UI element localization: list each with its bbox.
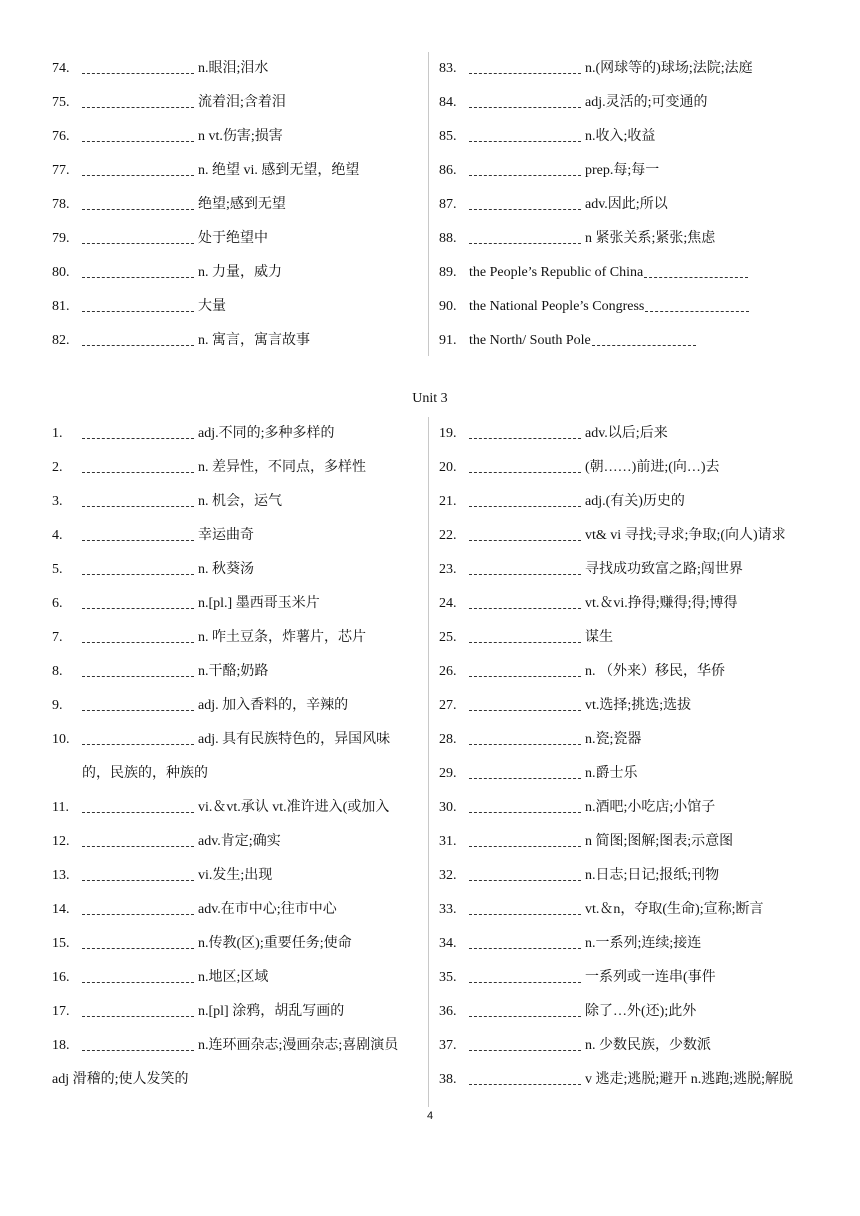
answer-blank[interactable] — [469, 1072, 581, 1085]
unit3-right-column — [439, 417, 811, 1097]
item-number: 9. — [52, 698, 63, 713]
item-number: 74. — [52, 61, 70, 76]
item-definition: adj. 加入香料的，辛辣的 — [198, 698, 349, 713]
item-number: 18. — [52, 1038, 70, 1053]
answer-blank[interactable] — [82, 698, 194, 711]
item-definition: n 简图;图解;图表;示意图 — [585, 834, 734, 849]
answer-blank[interactable] — [82, 231, 194, 244]
answer-blank[interactable] — [469, 834, 581, 847]
item-number: 35. — [439, 970, 457, 985]
item-definition: adv.以后;后来 — [585, 426, 668, 441]
page-number: 4 — [426, 1110, 434, 1122]
answer-blank[interactable] — [82, 664, 194, 677]
item-definition: vi.＆vt.承认 vt.准许进入(或加入 — [198, 800, 390, 815]
item-definition: adv.肯定;确实 — [198, 834, 281, 849]
item-definition: adj.灵活的;可变通的 — [585, 95, 708, 110]
item-number: 37. — [439, 1038, 457, 1053]
vocab-item — [439, 689, 811, 723]
item-number: 14. — [52, 902, 70, 917]
item-number: 91. — [439, 333, 457, 348]
answer-blank[interactable] — [644, 265, 748, 278]
item-number: 82. — [52, 333, 70, 348]
item-number: 31. — [439, 834, 457, 849]
item-number: 11. — [52, 800, 69, 815]
item-definition: n.[pl.] 墨西哥玉米片 — [198, 596, 320, 611]
vocab-item — [439, 655, 811, 689]
item-definition: 绝望;感到无望 — [198, 197, 286, 212]
vocab-item — [52, 154, 424, 188]
vocab-item — [439, 485, 811, 519]
item-definition: n.爵士乐 — [585, 766, 638, 781]
item-definition: vi.发生;出现 — [198, 868, 273, 883]
vocab-item — [52, 587, 424, 621]
answer-blank[interactable] — [82, 460, 194, 473]
item-definition: n.收入;收益 — [585, 129, 656, 144]
answer-blank[interactable] — [469, 664, 581, 677]
vocab-item — [52, 859, 424, 893]
answer-blank[interactable] — [469, 1004, 581, 1017]
item-definition: n.传教(区);重要任务;使命 — [198, 936, 352, 951]
item-number: 19. — [439, 426, 457, 441]
column-divider — [428, 52, 429, 356]
vocab-item — [52, 825, 424, 859]
vocab-item — [52, 519, 424, 553]
item-number: 83. — [439, 61, 457, 76]
item-definition: n. 力量，威力 — [198, 265, 282, 280]
vocab-item — [439, 1029, 811, 1063]
item-definition: 大量 — [198, 299, 226, 314]
answer-blank[interactable] — [82, 902, 194, 915]
item-definition: n.[pl] 涂鸦，胡乱写画的 — [198, 1004, 345, 1019]
answer-blank[interactable] — [469, 766, 581, 779]
vocab-item — [439, 723, 811, 757]
vocab-item — [439, 587, 811, 621]
item-definition: adj. 具有民族特色的，异国风味 — [198, 732, 391, 747]
item-definition: n.酒吧;小吃店;小馆子 — [585, 800, 716, 815]
vocab-item — [52, 417, 424, 451]
item-definition: v 逃走;逃脱;避开 n.逃跑;逃脱;解脱 — [585, 1072, 794, 1087]
answer-blank[interactable] — [82, 562, 194, 575]
item-phrase: the North/ South Pole — [469, 333, 591, 348]
item-number: 7. — [52, 630, 63, 645]
vocab-item — [52, 995, 424, 1029]
vocab-item — [52, 256, 424, 290]
item-number: 29. — [439, 766, 457, 781]
vocab-item — [52, 451, 424, 485]
vocab-item — [52, 723, 424, 791]
vocab-item — [52, 1029, 424, 1097]
answer-blank[interactable] — [82, 970, 194, 983]
item-number: 6. — [52, 596, 63, 611]
item-number: 85. — [439, 129, 457, 144]
answer-blank[interactable] — [82, 630, 194, 643]
item-definition: n.瓷;瓷器 — [585, 732, 642, 747]
answer-blank[interactable] — [469, 868, 581, 881]
item-number: 88. — [439, 231, 457, 246]
item-number: 16. — [52, 970, 70, 985]
item-definition: n.干酪;奶路 — [198, 664, 269, 679]
vocab-item — [52, 893, 424, 927]
answer-blank[interactable] — [469, 698, 581, 711]
item-number: 76. — [52, 129, 70, 144]
answer-blank[interactable] — [469, 129, 581, 142]
answer-blank[interactable] — [82, 596, 194, 609]
item-number: 30. — [439, 800, 457, 815]
item-definition: n. 绝望 vi. 感到无望，绝望 — [198, 163, 360, 178]
answer-blank[interactable] — [469, 494, 581, 507]
item-definition: adv.因此;所以 — [585, 197, 668, 212]
item-number: 10. — [52, 732, 70, 747]
vocab-item — [52, 324, 424, 358]
vocab-item — [52, 120, 424, 154]
answer-blank[interactable] — [82, 494, 194, 507]
vocab-item — [52, 961, 424, 995]
answer-blank[interactable] — [469, 197, 581, 210]
answer-blank[interactable] — [645, 299, 749, 312]
item-definition: n.眼泪;泪水 — [198, 61, 269, 76]
top-left-column — [52, 52, 424, 358]
item-definition: n. 咋土豆条，炸薯片，芯片 — [198, 630, 366, 645]
item-number: 15. — [52, 936, 70, 951]
item-number: 4. — [52, 528, 63, 543]
item-number: 80. — [52, 265, 70, 280]
item-number: 13. — [52, 868, 70, 883]
item-number: 22. — [439, 528, 457, 543]
item-definition: n.(网球等的)球场;法院;法庭 — [585, 61, 753, 76]
item-number: 84. — [439, 95, 457, 110]
item-phrase: the People’s Republic of China — [469, 265, 644, 280]
answer-blank[interactable] — [469, 630, 581, 643]
item-number: 2. — [52, 460, 63, 475]
answer-blank[interactable] — [469, 426, 581, 439]
answer-blank[interactable] — [82, 868, 194, 881]
vocab-item — [439, 154, 811, 188]
answer-blank[interactable] — [82, 197, 194, 210]
vocab-item — [439, 791, 811, 825]
vocab-item — [439, 961, 811, 995]
vocab-item — [52, 927, 424, 961]
item-definition: n. 差异性，不同点，多样性 — [198, 460, 366, 475]
answer-blank[interactable] — [82, 129, 194, 142]
item-number: 81. — [52, 299, 70, 314]
item-number: 27. — [439, 698, 457, 713]
answer-blank[interactable] — [469, 596, 581, 609]
answer-blank[interactable] — [469, 528, 581, 541]
answer-blank[interactable] — [469, 936, 581, 949]
vocab-item — [439, 417, 811, 451]
answer-blank[interactable] — [469, 231, 581, 244]
item-number: 25. — [439, 630, 457, 645]
vocab-item — [439, 825, 811, 859]
item-definition: n vt.伤害;损害 — [198, 129, 283, 144]
vocab-item — [439, 222, 811, 256]
answer-blank[interactable] — [469, 970, 581, 983]
unit-title: Unit 3 — [412, 391, 448, 406]
vocab-item — [439, 757, 811, 791]
answer-blank[interactable] — [82, 163, 194, 176]
item-definition: n. （外来）移民，华侨 — [585, 664, 725, 679]
answer-blank[interactable] — [469, 460, 581, 473]
item-number: 5. — [52, 562, 63, 577]
item-definition-continued: adj 滑稽的;使人发笑的 — [52, 1072, 189, 1087]
unit3-left-column — [52, 417, 424, 1097]
vocab-item — [439, 1063, 811, 1097]
answer-blank[interactable] — [82, 265, 194, 278]
item-definition: 寻找成功致富之路;闯世界 — [585, 562, 743, 577]
item-number: 28. — [439, 732, 457, 747]
answer-blank[interactable] — [82, 95, 194, 108]
vocab-item — [439, 52, 811, 86]
vocab-item — [439, 927, 811, 961]
item-definition: n. 机会，运气 — [198, 494, 282, 509]
item-definition: 除了…外(还);此外 — [585, 1004, 697, 1019]
vocab-item — [439, 995, 811, 1029]
answer-blank[interactable] — [469, 1038, 581, 1051]
item-number: 90. — [439, 299, 457, 314]
answer-blank[interactable] — [469, 732, 581, 745]
item-definition: 谋生 — [585, 630, 613, 645]
vocab-item — [52, 689, 424, 723]
item-number: 79. — [52, 231, 70, 246]
vocab-item — [439, 86, 811, 120]
item-definition: vt.＆n，夺取(生命);宣称;断言 — [585, 902, 764, 917]
item-number: 20. — [439, 460, 457, 475]
item-number: 78. — [52, 197, 70, 212]
item-definition: n. 少数民族，少数派 — [585, 1038, 711, 1053]
item-number: 87. — [439, 197, 457, 212]
answer-blank[interactable] — [82, 333, 194, 346]
item-definition: 一系列或一连串(事件 — [585, 970, 716, 985]
answer-blank[interactable] — [469, 61, 581, 74]
item-number: 17. — [52, 1004, 70, 1019]
item-number: 8. — [52, 664, 63, 679]
answer-blank[interactable] — [82, 936, 194, 949]
item-definition: adj.不同的;多种多样的 — [198, 426, 335, 441]
item-definition: (朝……)前进;(向…)去 — [585, 460, 720, 475]
vocab-item — [52, 188, 424, 222]
item-definition: prep.每;每一 — [585, 163, 660, 178]
vocab-item — [439, 621, 811, 655]
item-number: 75. — [52, 95, 70, 110]
item-number: 3. — [52, 494, 63, 509]
vocab-item — [52, 621, 424, 655]
item-definition-continued: 的，民族的，种族的 — [82, 766, 208, 781]
item-definition: vt.选择;挑选;选拔 — [585, 698, 692, 713]
vocab-item — [439, 324, 811, 358]
answer-blank[interactable] — [82, 834, 194, 847]
item-number: 23. — [439, 562, 457, 577]
vocab-item — [439, 451, 811, 485]
item-definition: n.地区;区域 — [198, 970, 269, 985]
item-number: 21. — [439, 494, 457, 509]
item-number: 12. — [52, 834, 70, 849]
vocab-item — [52, 52, 424, 86]
answer-blank[interactable] — [82, 299, 194, 312]
item-number: 33. — [439, 902, 457, 917]
item-definition: n.一系列;连续;接连 — [585, 936, 702, 951]
vocab-item — [52, 290, 424, 324]
item-definition: n. 秋葵汤 — [198, 562, 254, 577]
answer-blank[interactable] — [469, 95, 581, 108]
vocab-item — [52, 791, 424, 825]
answer-blank[interactable] — [469, 902, 581, 915]
item-definition: n.连环画杂志;漫画杂志;喜剧演员 — [198, 1038, 399, 1053]
answer-blank[interactable] — [82, 1004, 194, 1017]
item-definition: n. 寓言，寓言故事 — [198, 333, 310, 348]
answer-blank[interactable] — [469, 562, 581, 575]
vocab-item — [439, 859, 811, 893]
item-definition: vt.＆vi.挣得;赚得;得;博得 — [585, 596, 738, 611]
item-number: 38. — [439, 1072, 457, 1087]
item-number: 24. — [439, 596, 457, 611]
item-phrase: the National People’s Congress — [469, 299, 645, 314]
item-number: 26. — [439, 664, 457, 679]
vocab-item — [52, 553, 424, 587]
answer-blank[interactable] — [82, 61, 194, 74]
item-definition: n.日志;日记;报纸;刊物 — [585, 868, 720, 883]
answer-blank[interactable] — [469, 800, 581, 813]
answer-blank[interactable] — [82, 528, 194, 541]
item-number: 89. — [439, 265, 457, 280]
vocab-item — [52, 485, 424, 519]
answer-blank[interactable] — [82, 800, 194, 813]
column-divider — [428, 417, 429, 1107]
answer-blank[interactable] — [469, 163, 581, 176]
vocab-item — [52, 655, 424, 689]
vocab-item — [52, 222, 424, 256]
answer-blank[interactable] — [592, 333, 696, 346]
item-definition: 幸运曲奇 — [198, 528, 254, 543]
vocab-item — [439, 519, 811, 553]
item-definition: adv.在市中心;往市中心 — [198, 902, 337, 917]
vocab-item — [439, 256, 811, 290]
item-definition: 处于绝望中 — [198, 231, 268, 246]
item-definition: adj.(有关)历史的 — [585, 494, 685, 509]
item-definition: 流着泪;含着泪 — [198, 95, 286, 110]
item-definition: vt& vi 寻找;寻求;争取;(向人)请求 — [585, 528, 786, 543]
vocab-item — [439, 893, 811, 927]
item-number: 86. — [439, 163, 457, 178]
item-number: 36. — [439, 1004, 457, 1019]
item-number: 34. — [439, 936, 457, 951]
item-number: 32. — [439, 868, 457, 883]
vocab-item — [52, 86, 424, 120]
vocab-item — [439, 553, 811, 587]
answer-blank[interactable] — [82, 426, 194, 439]
item-number: 77. — [52, 163, 70, 178]
vocab-item — [439, 188, 811, 222]
item-definition: n 紧张关系;紧张;焦虑 — [585, 231, 716, 246]
answer-blank[interactable] — [82, 732, 194, 745]
item-number: 1. — [52, 426, 63, 441]
top-right-column — [439, 52, 811, 358]
answer-blank[interactable] — [82, 1038, 194, 1051]
vocab-item — [439, 290, 811, 324]
vocab-item — [439, 120, 811, 154]
